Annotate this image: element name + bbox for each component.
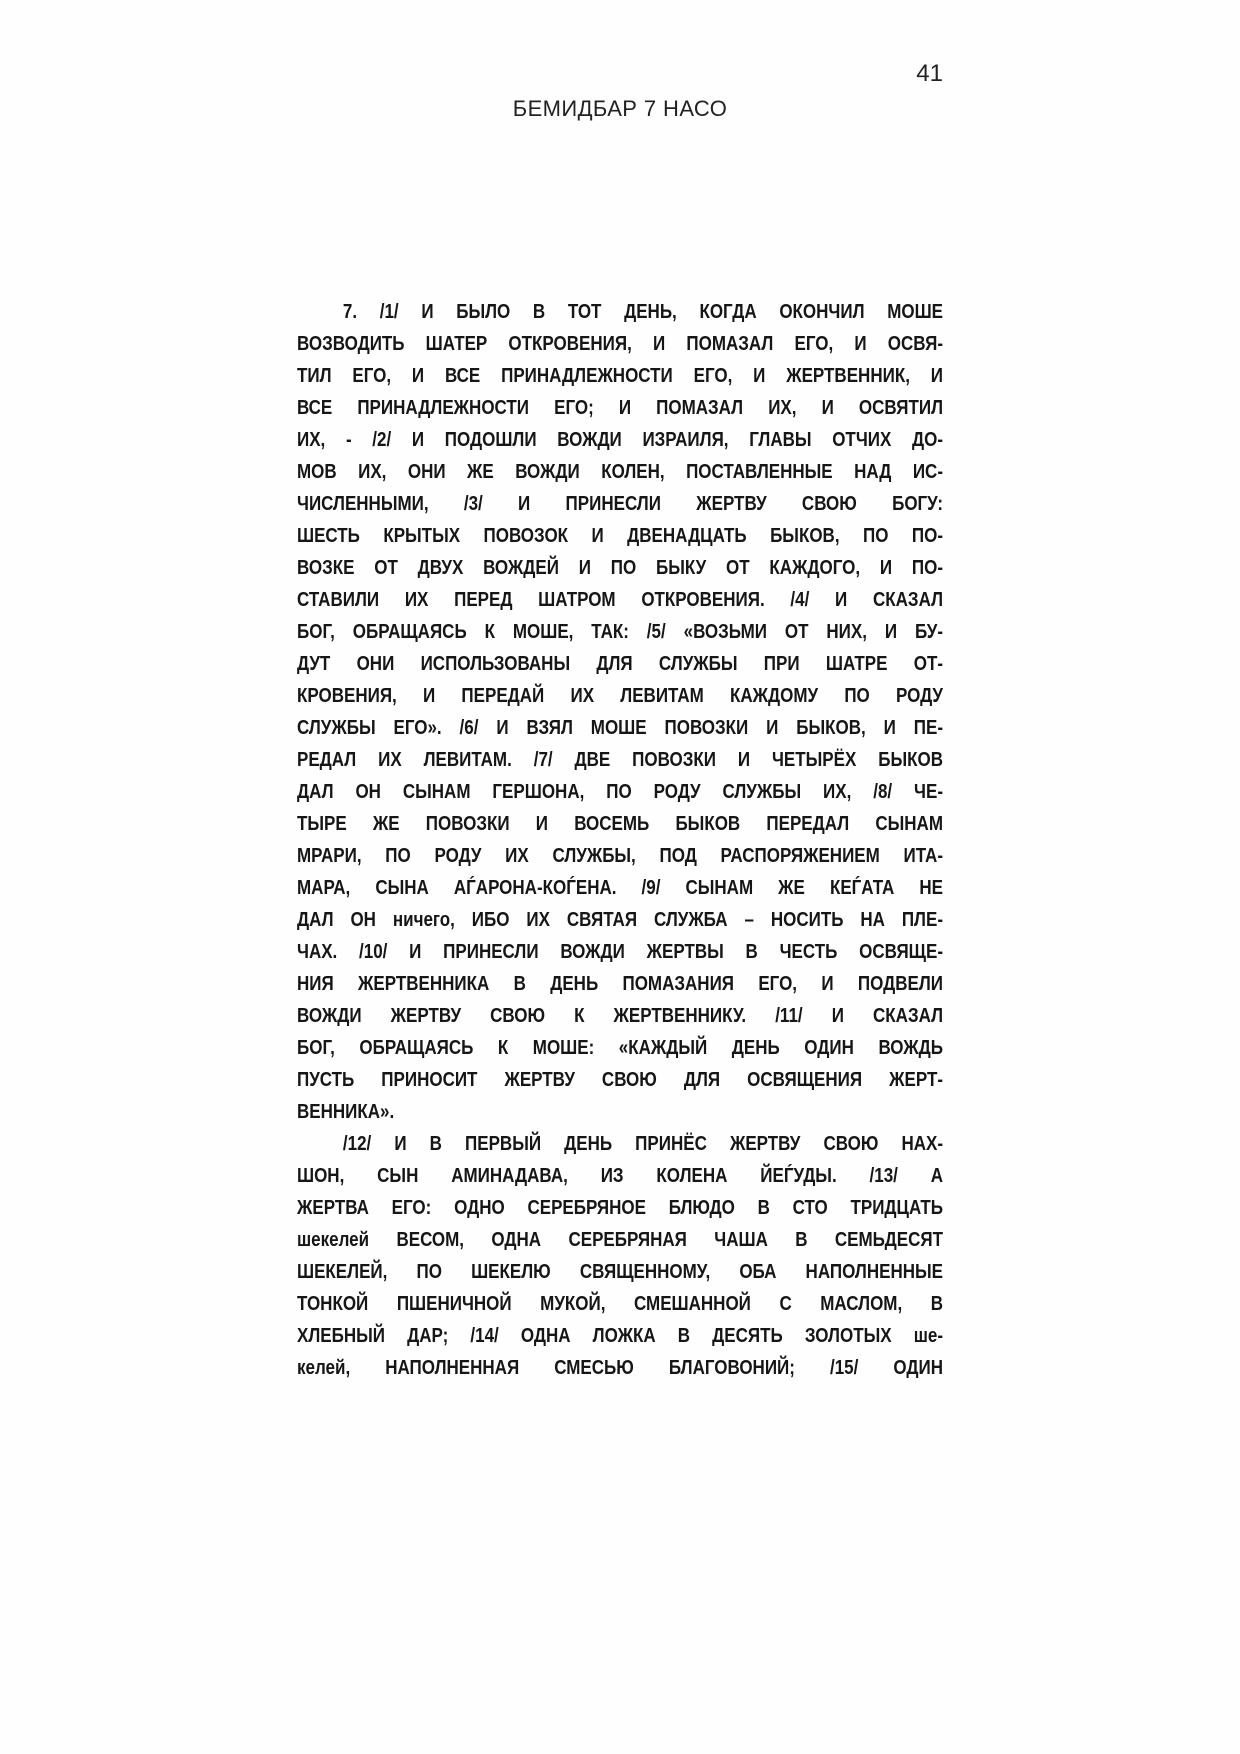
text-line: ЧИСЛЕННЫМИ, /3/ И ПРИНЕСЛИ ЖЕРТВУ СВОЮ БОГУ: [297,493,943,515]
text-line: НИЯ ЖЕРТВЕННИКА В ДЕНЬ ПОМАЗАНИЯ ЕГО, И ПОДВЕЛИ [297,973,943,995]
text-line: КРОВЕНИЯ, И ПЕРЕДАЙ ИХ ЛЕВИТАМ КАЖДОМУ ПО РОДУ [297,685,943,707]
text-line: 7. /1/ И БЫЛО В ТОТ ДЕНЬ, КОГДА ОКОНЧИЛ МОШЕ [342,301,943,323]
text-line: /12/ И В ПЕРВЫЙ ДЕНЬ ПРИНЁС ЖЕРТВУ СВОЮ НАХ- [342,1133,943,1155]
page-number: 41 [916,60,943,87]
text-line: МОВ ИХ, ОНИ ЖЕ ВОЖДИ КОЛЕН, ПОСТАВЛЕННЫЕ НАД ИС- [297,461,943,483]
text-line: ШЕКЕЛЕЙ, ПО ШЕКЕЛЮ СВЯЩЕННОМУ, ОБА НАПОЛНЕННЫЕ [297,1261,943,1283]
text-line: ДАЛ ОН СЫНАМ ГЕРШОНА, ПО РОДУ СЛУЖБЫ ИХ, /8/ ЧЕ- [297,781,943,803]
text-line: МРАРИ, ПО РОДУ ИХ СЛУЖБЫ, ПОД РАСПОРЯЖЕНИЕМ ИТА- [297,845,943,867]
text-line: ВОЖДИ ЖЕРТВУ СВОЮ К ЖЕРТВЕННИКУ. /11/ И СКАЗАЛ [297,1005,943,1027]
text-line: ВСЕ ПРИНАДЛЕЖНОСТИ ЕГО; И ПОМАЗАЛ ИХ, И ОСВЯТИЛ [297,397,943,419]
text-line: БОГ, ОБРАЩАЯСЬ К МОШЕ: «КАЖДЫЙ ДЕНЬ ОДИН ВОЖДЬ [297,1037,943,1059]
text-line: ТИЛ ЕГО, И ВСЕ ПРИНАДЛЕЖНОСТИ ЕГО, И ЖЕРТВЕННИК, И [297,365,943,387]
text-line: МАРА, СЫНА АЃАРОНА-КОЃЕНА. /9/ СЫНАМ ЖЕ КЕЃАТА НЕ [297,877,943,899]
text-line: ШОН, СЫН АМИНАДАВА, ИЗ КОЛЕНА ЙЕЃУДЫ. /13/ А [297,1165,943,1187]
text-line: ПУСТЬ ПРИНОСИТ ЖЕРТВУ СВОЮ ДЛЯ ОСВЯЩЕНИЯ ЖЕРТ- [297,1069,943,1091]
text-line: ШЕСТЬ КРЫТЫХ ПОВОЗОК И ДВЕНАДЦАТЬ БЫКОВ, ПО ПО- [297,525,943,547]
text-line: келей, НАПОЛНЕННАЯ СМЕСЬЮ БЛАГОВОНИЙ; /15/ ОДИН [297,1357,943,1379]
text-line: ВЕННИКА». [297,1101,395,1123]
text-line: СЛУЖБЫ ЕГО». /6/ И ВЗЯЛ МОШЕ ПОВОЗКИ И БЫКОВ, И ПЕ- [297,717,943,739]
text-line: шекелей ВЕСОМ, ОДНА СЕРЕБРЯНАЯ ЧАША В СЕМЬДЕСЯТ [297,1229,943,1251]
text-line: ИХ, - /2/ И ПОДОШЛИ ВОЖДИ ИЗРАИЛЯ, ГЛАВЫ ОТЧИХ ДО- [297,429,943,451]
text-line: ЖЕРТВА ЕГО: ОДНО СЕРЕБРЯНОЕ БЛЮДО В СТО ТРИДЦАТЬ [297,1197,943,1219]
text-line: БОГ, ОБРАЩАЯСЬ К МОШЕ, ТАК: /5/ «ВОЗЬМИ ОТ НИХ, И БУ- [297,621,943,643]
text-line: ЧАХ. /10/ И ПРИНЕСЛИ ВОЖДИ ЖЕРТВЫ В ЧЕСТЬ ОСВЯЩЕ- [297,941,943,963]
text-line: ВОЗКЕ ОТ ДВУХ ВОЖДЕЙ И ПО БЫКУ ОТ КАЖДОГО, И ПО- [297,557,943,579]
body-text [297,296,943,1384]
text-line: СТАВИЛИ ИХ ПЕРЕД ШАТРОМ ОТКРОВЕНИЯ. /4/ И СКАЗАЛ [297,589,943,611]
text-line: ВОЗВОДИТЬ ШАТЕР ОТКРОВЕНИЯ, И ПОМАЗАЛ ЕГО, И ОСВЯ- [297,333,943,355]
text-line: ТОНКОЙ ПШЕНИЧНОЙ МУКОЙ, СМЕШАННОЙ С МАСЛОМ, В [297,1293,943,1315]
running-header: БЕМИДБАР 7 НАСО [512,96,728,121]
text-line: ДУТ ОНИ ИСПОЛЬЗОВАНЫ ДЛЯ СЛУЖБЫ ПРИ ШАТРЕ ОТ- [297,653,943,675]
text-line: ХЛЕБНЫЙ ДАР; /14/ ОДНА ЛОЖКА В ДЕСЯТЬ ЗОЛОТЫХ ше- [297,1325,943,1347]
text-line: ДАЛ ОН ничего, ИБО ИХ СВЯТАЯ СЛУЖБА – НОСИТЬ НА ПЛЕ- [297,909,943,931]
text-line: ТЫРЕ ЖЕ ПОВОЗКИ И ВОСЕМЬ БЫКОВ ПЕРЕДАЛ СЫНАМ [297,813,943,835]
text-line: РЕДАЛ ИХ ЛЕВИТАМ. /7/ ДВЕ ПОВОЗКИ И ЧЕТЫРЁХ БЫКОВ [297,749,943,771]
